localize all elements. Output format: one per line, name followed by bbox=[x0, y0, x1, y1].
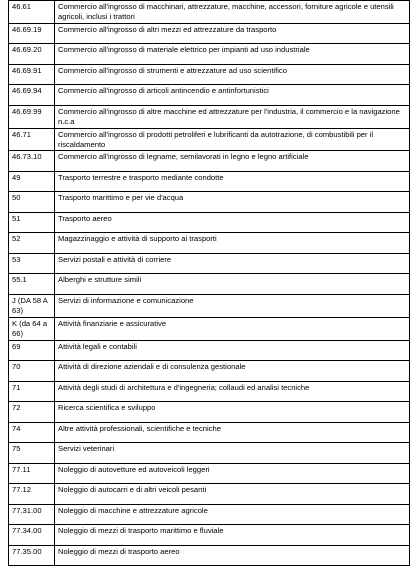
ateco-code-cell: 71 bbox=[9, 381, 55, 402]
table-row bbox=[9, 128, 410, 151]
activity-description-cell: Attività legali e contabili bbox=[55, 340, 410, 361]
ateco-code-cell: 46.69.20 bbox=[9, 44, 55, 65]
table-row bbox=[9, 504, 410, 525]
table-row bbox=[9, 463, 410, 484]
activity-description-cell: Alberghi e strutture simili bbox=[55, 274, 410, 295]
ateco-code-cell: 53 bbox=[9, 253, 55, 274]
activity-description-cell: Servizi veterinari bbox=[55, 443, 410, 464]
activity-description-cell: Noleggio di macchine e attrezzature agricole bbox=[55, 504, 410, 525]
ateco-code-cell: 49 bbox=[9, 171, 55, 192]
table-row bbox=[9, 294, 410, 317]
table-row bbox=[9, 361, 410, 382]
activity-description-cell: Commercio all'ingrosso di altre macchine ed attrezzature per l'industria, il commercio e la navigazione n.c.a bbox=[55, 105, 410, 128]
table-row bbox=[9, 64, 410, 85]
ateco-code-cell: 72 bbox=[9, 402, 55, 423]
table-row bbox=[9, 151, 410, 172]
table-row bbox=[9, 1, 410, 24]
table-row bbox=[9, 233, 410, 254]
activity-description-cell: Commercio all'ingrosso di macchinari, attrezzature, macchine, accessori, forniture agricole e utensili agricoli, inclusi i trattori bbox=[55, 1, 410, 24]
activity-description-cell: Commercio all'ingrosso di altri mezzi ed attrezzature da trasporto bbox=[55, 23, 410, 44]
ateco-code-cell: 51 bbox=[9, 212, 55, 233]
table-row bbox=[9, 171, 410, 192]
table-row bbox=[9, 545, 410, 566]
ateco-code-cell: 46.61 bbox=[9, 1, 55, 24]
activity-description-cell: Trasporto terrestre e trasporto mediante condotte bbox=[55, 171, 410, 192]
ateco-code-cell: 55.1 bbox=[9, 274, 55, 295]
ateco-code-cell: 46.69.94 bbox=[9, 85, 55, 106]
activity-description-cell: Noleggio di autocarri e di altri veicoli pesanti bbox=[55, 484, 410, 505]
ateco-code-cell: 52 bbox=[9, 233, 55, 254]
ateco-codes-table-body bbox=[9, 1, 410, 566]
ateco-code-cell: 77.11 bbox=[9, 463, 55, 484]
table-row bbox=[9, 381, 410, 402]
activity-description-cell: Noleggio di mezzi di trasporto aereo bbox=[55, 545, 410, 566]
table-row bbox=[9, 484, 410, 505]
activity-description-cell: Commercio all'ingrosso di legname, semilavorati in legno e legno artificiale bbox=[55, 151, 410, 172]
ateco-code-cell: 74 bbox=[9, 422, 55, 443]
table-row bbox=[9, 317, 410, 340]
ateco-code-cell: 46.69.99 bbox=[9, 105, 55, 128]
table-row bbox=[9, 402, 410, 423]
activity-description-cell: Commercio all'ingrosso di strumenti e attrezzature ad uso scientifico bbox=[55, 64, 410, 85]
activity-description-cell: Ricerca scientifica e sviluppo bbox=[55, 402, 410, 423]
activity-description-cell: Trasporto aereo bbox=[55, 212, 410, 233]
activity-description-cell: Servizi postali e attività di corriere bbox=[55, 253, 410, 274]
table-row bbox=[9, 192, 410, 213]
ateco-code-cell: 77.35.00 bbox=[9, 545, 55, 566]
ateco-code-cell: 46.69.91 bbox=[9, 64, 55, 85]
activity-description-cell: Trasporto marittimo e per vie d'acqua bbox=[55, 192, 410, 213]
ateco-code-cell: 46.69.19 bbox=[9, 23, 55, 44]
ateco-code-cell: 46.73.10 bbox=[9, 151, 55, 172]
activity-description-cell: Attività di direzione aziendali e di consulenza gestionale bbox=[55, 361, 410, 382]
ateco-code-cell: 77.12 bbox=[9, 484, 55, 505]
table-row bbox=[9, 85, 410, 106]
activity-description-cell: Commercio all'ingrosso di prodotti petroliferi e lubrificanti da autotrazione, di combustibili per il riscaldamento bbox=[55, 128, 410, 151]
ateco-code-cell: 69 bbox=[9, 340, 55, 361]
activity-description-cell: Commercio all'ingrosso di materiale elettrico per impianti ad uso industriale bbox=[55, 44, 410, 65]
table-row bbox=[9, 340, 410, 361]
ateco-code-cell: 46.71 bbox=[9, 128, 55, 151]
table-row bbox=[9, 212, 410, 233]
table-row bbox=[9, 525, 410, 546]
ateco-code-cell: K (da 64 a 66) bbox=[9, 317, 55, 340]
activity-description-cell: Noleggio di autovetture ed autoveicoli leggeri bbox=[55, 463, 410, 484]
ateco-codes-table bbox=[8, 0, 410, 566]
table-row bbox=[9, 253, 410, 274]
activity-description-cell: Altre attività professionali, scientifiche e tecniche bbox=[55, 422, 410, 443]
table-row bbox=[9, 443, 410, 464]
table-row bbox=[9, 105, 410, 128]
activity-description-cell: Attività degli studi di architettura e d'ingegneria; collaudi ed analisi tecniche bbox=[55, 381, 410, 402]
ateco-code-cell: 70 bbox=[9, 361, 55, 382]
table-row bbox=[9, 44, 410, 65]
table-row bbox=[9, 422, 410, 443]
ateco-code-cell: J (DA 58 A 63) bbox=[9, 294, 55, 317]
activity-description-cell: Servizi di informazione e comunicazione bbox=[55, 294, 410, 317]
activity-description-cell: Commercio all'ingrosso di articoli antincendio e antinfortunistici bbox=[55, 85, 410, 106]
ateco-code-cell: 75 bbox=[9, 443, 55, 464]
activity-description-cell: Magazzinaggio e attività di supporto ai trasporti bbox=[55, 233, 410, 254]
ateco-code-cell: 50 bbox=[9, 192, 55, 213]
activity-description-cell: Noleggio di mezzi di trasporto marittimo e fluviale bbox=[55, 525, 410, 546]
activity-description-cell: Attività finanziarie e assicurative bbox=[55, 317, 410, 340]
ateco-code-cell: 77.34.00 bbox=[9, 525, 55, 546]
table-row bbox=[9, 274, 410, 295]
table-row bbox=[9, 23, 410, 44]
ateco-code-cell: 77.31.00 bbox=[9, 504, 55, 525]
